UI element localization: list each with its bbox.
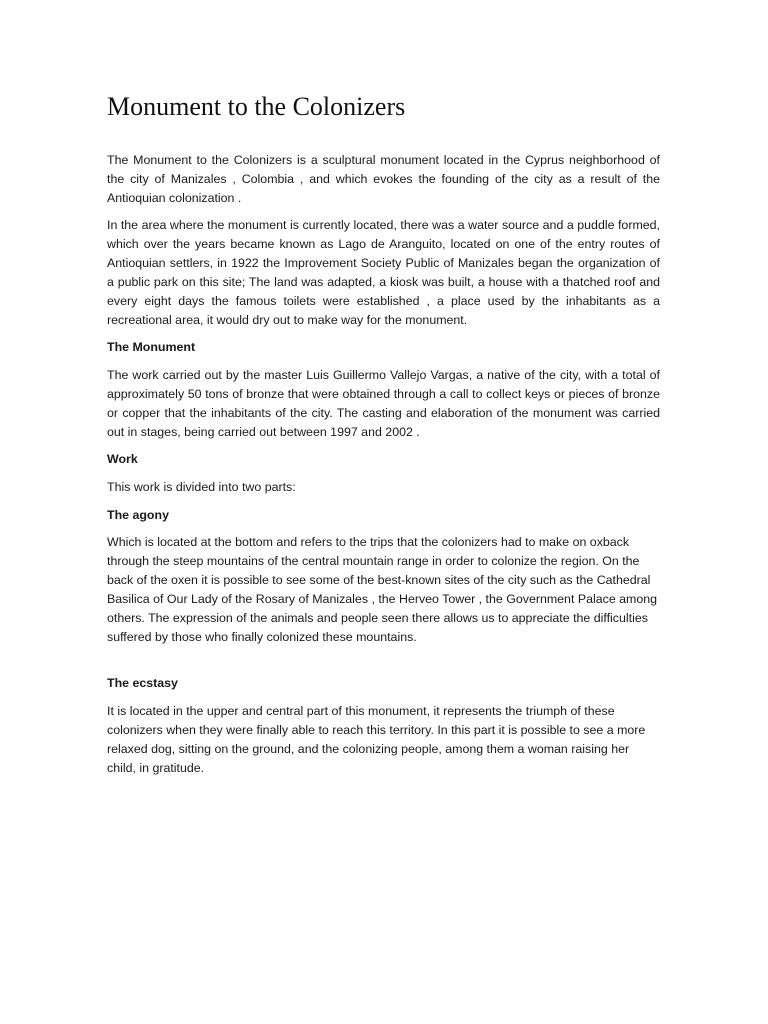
blank-line bbox=[107, 655, 660, 674]
work-heading: Work bbox=[107, 452, 138, 467]
work-paragraph: This work is divided into two parts: bbox=[107, 480, 296, 495]
monument-paragraph: The work carried out by the master Luis Guillermo Vallejo Vargas, a native of the city, with a total of approximately 50 tons of bronze that were obtained through a call to collect keys or pieces of bronze or copper that the inhabitants of the city. The casting and elaboration of the monument was carried out in stages, being carried out between 1997 and 2002 . bbox=[107, 368, 660, 439]
history-paragraph: In the area where the monument is currently located, there was a water source and a puddle formed, which over the years became known as Lago de Aranguito, located on one of the entry routes of Antioquian settlers, in 1922 the Improvement Society Public of Manizales began the organization of a public park on this site; The land was adapted, a kiosk was built, a house with a thatched roof and every eight days the famous toilets were established , a place used by the inhabitants as a recreational area, it would dry out to make way for the monument. bbox=[107, 218, 660, 327]
document-title: Monument to the Colonizers bbox=[107, 92, 406, 121]
agony-paragraph: Which is located at the bottom and refers to the trips that the colonizers had to make on oxback through the steep mountains of the central mountain range in order to colonize the region. On the back of the oxen it is possible to see some of the best-known sites of the city such as the Cathedral Basilica of Our Lady of the Rosary of Manizales , the Herveo Tower , the Government Palace among others. The expression of the animals and people seen there allows us to appreciate the difficulties suffered by those who finally colonized these mountains. bbox=[107, 535, 658, 644]
document-page bbox=[107, 88, 660, 786]
agony-heading: The agony bbox=[107, 507, 169, 522]
monument-heading: The Monument bbox=[107, 340, 196, 355]
ecstasy-heading: The ecstasy bbox=[107, 676, 178, 691]
ecstasy-paragraph: It is located in the upper and central part of this monument, it represents the triumph of these colonizers when they were finally able to reach this territory. In this part it is possible to see a more relaxed dog, sitting on the ground, and the colonizing people, among them a woman raising her child, in gratitude. bbox=[107, 704, 646, 775]
intro-paragraph: The Monument to the Colonizers is a sculptural monument located in the Cyprus neighborhood of the city of Manizales , Colombia , and which evokes the founding of the city as a result of the Antioquian colonization . bbox=[107, 153, 660, 205]
